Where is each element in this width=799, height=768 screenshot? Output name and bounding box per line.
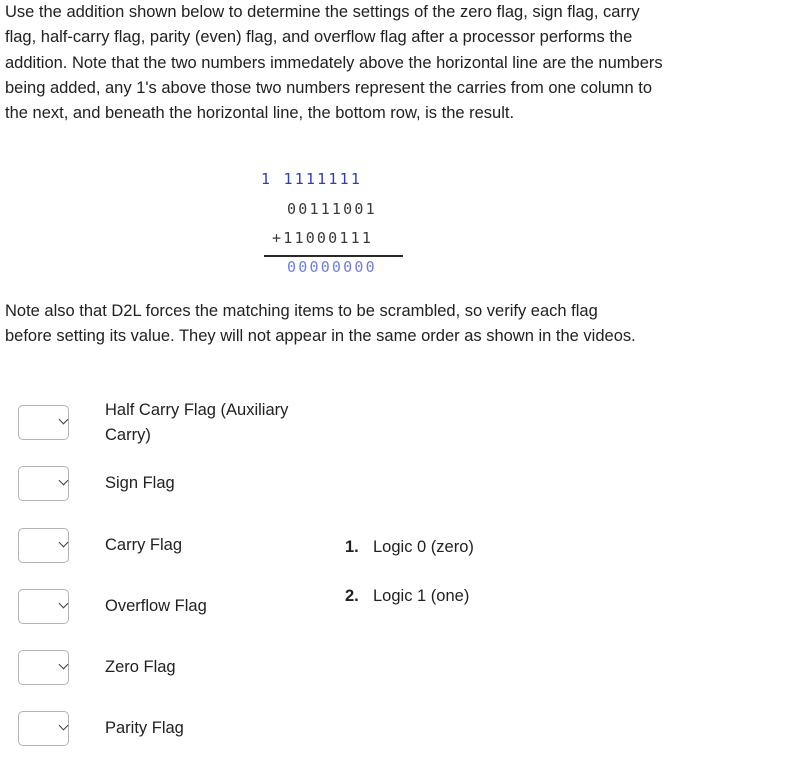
choice-number: 2.: [345, 587, 359, 605]
match-select-overflow[interactable]: [18, 589, 69, 624]
match-label-parity: Parity Flag: [105, 719, 184, 737]
choice-number: 1.: [345, 538, 359, 556]
operand-1: 00111001: [287, 200, 377, 218]
chevron-down-icon: [59, 721, 69, 731]
chevron-down-icon: [59, 415, 69, 425]
match-label-overflow: Overflow Flag: [105, 597, 207, 615]
match-select-half-carry[interactable]: [18, 405, 69, 440]
choice-label: Logic 1 (one): [373, 587, 470, 605]
chevron-down-icon: [59, 538, 69, 548]
match-label-sign: Sign Flag: [105, 474, 175, 492]
chevron-down-icon: [59, 476, 69, 486]
operand-2: +11000111: [272, 229, 374, 247]
match-select-sign[interactable]: [18, 466, 69, 501]
match-select-zero[interactable]: [18, 650, 69, 685]
match-label-zero: Zero Flag: [105, 658, 176, 676]
chevron-down-icon: [59, 599, 69, 609]
match-label-half-carry: Half Carry Flag (Auxiliary Carry): [105, 401, 289, 444]
choice-label: Logic 0 (zero): [373, 538, 474, 556]
sum-divider-line: [264, 255, 403, 257]
note-text: Note also that D2L forces the matching items to be scrambled, so verify each flag before setting its value. They will not appear in the same order as shown in the videos.: [5, 302, 636, 346]
choice-item: [345, 538, 474, 557]
match-select-parity[interactable]: [18, 711, 69, 746]
chevron-down-icon: [59, 660, 69, 670]
result-row: 00000000: [287, 258, 377, 276]
match-select-carry[interactable]: [18, 528, 69, 563]
choice-item: [345, 587, 469, 606]
carry-row: 1 1111111: [261, 170, 363, 188]
question-text: Use the addition shown below to determine the settings of the zero flag, sign flag, carry flag, half-carry flag, parity (even) flag, and overflow flag after a processor performs the addition. Note that the two numbers immedately above the horizontal line are the numbers being added, any 1's above those two numbers represent the carries from one column to the next, and beneath the horizontal line, the bottom row, is the result.: [5, 3, 663, 123]
match-label-carry: Carry Flag: [105, 536, 183, 554]
